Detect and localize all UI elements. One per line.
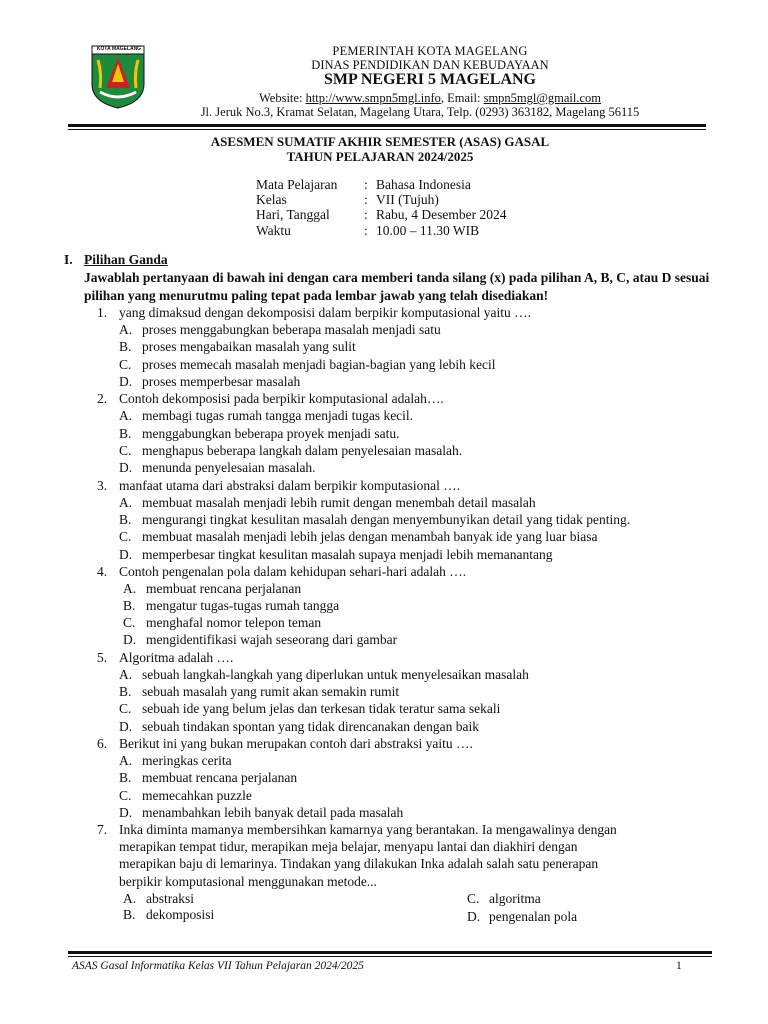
meta-row-date [256,207,506,222]
option-text: dekomposisi [146,907,215,922]
section-number: I. [64,252,73,267]
option-text: sebuah langkah-langkah yang diperlukan untuk menyelesaikan masalah [142,667,529,682]
footer-divider [68,951,712,954]
option-label: C. [119,443,132,458]
question-number: 1. [97,305,108,320]
option-text: pengenalan pola [489,909,578,924]
option-text: sebuah tindakan spontan yang tidak direncanakan dengan baik [142,719,480,734]
question-text-line: berpikir komputasional menggunakan metode... [119,874,377,889]
option-text: mengurangi tingkat kesulitan masalah dengan menyembunyikan detail yang tidak penting. [142,512,631,527]
question-text: Contoh dekomposisi pada berpikir komputasional adalah…. [119,391,444,406]
option-label: C. [467,891,480,906]
email-label: , Email: [440,91,484,105]
question-text: Algoritma adalah …. [119,650,234,665]
option-label: A. [123,891,137,906]
option-text: mengatur tugas-tugas rumah tangga [146,598,340,613]
option-label: A. [119,753,133,768]
section-instruction: Jawablah pertanyaan di bawah ini dengan cara memberi tanda silang (x) pada pilihan A, B, C, atau D sesuai pilihan yang menurutmu paling tepat pada lembar jawab yang telah disediakan! [84,270,710,303]
option-text: membuat rencana perjalanan [146,581,302,596]
option-label: A. [119,408,133,423]
option-label: B. [119,339,132,354]
option-label: D. [123,632,137,647]
option-label: A. [119,667,133,682]
option-text: sebuah ide yang belum jelas dan terkesan tidak teratur sama sekali [142,701,501,716]
option-text: algoritma [489,891,541,906]
option-text: abstraksi [146,891,194,906]
exam-title: ASESMEN SUMATIF AKHIR SEMESTER (ASAS) GASAL [210,134,550,149]
meta-row-subject [256,177,506,192]
option-text: proses memecah masalah menjadi bagian-bagian yang lebih kecil [142,357,496,372]
option-text: meringkas cerita [142,753,232,768]
meta-value: VII (Tujuh) [376,192,439,208]
option-text: membuat masalah menjadi lebih rumit dengan menembah detail masalah [142,495,536,510]
header-contact [150,91,710,106]
question-text: manfaat utama dari abstraksi dalam berpikir komputasional …. [119,478,461,493]
header-government: PEMERINTAH KOTA MAGELANG [332,44,528,58]
page-number: 1 [676,960,682,972]
meta-colon: : [364,177,368,192]
school-logo-crest [88,44,148,110]
meta-value: Bahasa Indonesia [376,177,471,192]
option-label: D. [467,909,481,924]
option-label: B. [119,426,132,441]
question-number: 3. [97,478,108,493]
option-text: menunda penyelesaian masalah. [142,460,316,475]
section-title: Pilihan Ganda [84,252,168,267]
option-label: B. [119,684,132,699]
option-label: A. [119,322,133,337]
option-text: menghapus beberapa langkah dalam penyelesaian masalah. [142,443,463,458]
option-label: D. [119,547,133,562]
meta-value: Rabu, 4 Desember 2024 [376,207,507,223]
website-label: Website: [259,91,306,105]
option-text: menghafal nomor telepon teman [146,615,322,630]
logo-text: KOTA MAGELANG [96,46,142,52]
option-label: C. [119,357,132,372]
option-text: memperbesar tingkat kesulitan masalah supaya menjadi lebih memanantang [142,547,553,562]
header-address: Jl. Jeruk No.3, Kramat Selatan, Magelang Utara, Telp. (0293) 363182, Magelang 56115 [200,105,640,119]
header-department: DINAS PENDIDIKAN DAN KEBUDAYAAN [311,58,549,72]
meta-colon: : [364,222,368,238]
option-text: mengidentifikasi wajah seseorang dari gambar [146,632,398,647]
question-text: yang dimaksud dengan dekomposisi dalam berpikir komputasional yaitu …. [119,305,532,320]
question-text: Berikut ini yang bukan merupakan contoh dari abstraksi yaitu …. [119,736,473,751]
option-text: proses memperbesar masalah [142,374,301,389]
question-number: 7. [97,822,108,837]
option-label: B. [119,770,132,785]
meta-colon: : [364,207,368,223]
option-label: C. [119,701,132,716]
option-label: D. [119,374,133,389]
option-label: B. [123,598,136,613]
crest-icon [88,44,148,110]
meta-value: 10.00 – 11.30 WIB [376,222,480,238]
option-label: D. [119,719,133,734]
option-text: membuat masalah menjadi lebih jelas dengan menambah banyak ide yang luar biasa [142,529,598,544]
website-link[interactable]: http://www.smpn5mgl.info [305,91,441,105]
question-text-line: Inka diminta mamanya membersihkan kamarnya yang berantakan. Ia mengawalinya dengan [119,822,617,837]
question-number: 2. [97,391,108,406]
option-text: proses mengabaikan masalah yang sulit [142,339,356,354]
meta-key: Kelas [256,192,287,208]
question-text-line: merapikan baju di lemarinya. Tindakan yang dilakukan Inka adalah salah satu penerapan [119,856,599,871]
exam-year: TAHUN PELAJARAN 2024/2025 [286,149,474,164]
option-label: B. [119,512,132,527]
option-label: C. [119,788,132,803]
meta-row-class [256,192,506,207]
option-text: proses menggabungkan beberapa masalah menjadi satu [142,322,441,337]
header-divider [68,124,706,127]
option-text: menambahkan lebih banyak detail pada masalah [142,805,404,820]
option-label: B. [123,907,136,922]
option-label: A. [123,581,137,596]
meta-row-time [256,223,506,238]
option-label: A. [119,495,133,510]
option-text: membuat rencana perjalanan [142,770,298,785]
option-text: sebuah masalah yang rumit akan semakin rumit [142,684,400,699]
option-label: D. [119,460,133,475]
meta-key: Waktu [256,222,291,238]
option-label: C. [119,529,132,544]
email-link[interactable]: smpn5mgl@gmail.com [483,91,601,105]
question-number: 5. [97,650,108,665]
question-number: 4. [97,564,108,579]
header-school-name: SMP NEGERI 5 MAGELANG [323,71,536,88]
option-text: membagi tugas rumah tangga menjadi tugas kecil. [142,408,414,423]
meta-key: Hari, Tanggal [256,207,330,223]
footer-title: ASAS Gasal Informatika Kelas VII Tahun Pelajaran 2024/2025 [72,960,364,972]
meta-colon: : [364,192,368,208]
header-divider-thin [68,129,706,130]
option-text: memecahkan puzzle [142,788,252,803]
option-text: menggabungkan beberapa proyek menjadi satu. [142,426,400,441]
option-label: D. [119,805,133,820]
question-text-line: merapikan tempat tidur, merapikan meja belajar, menyapu lantai dan diakhiri dengan [119,839,578,854]
question-number: 6. [97,736,108,751]
meta-key: Mata Pelajaran [256,177,338,192]
question-text: Contoh pengenalan pola dalam kehidupan sehari-hari adalah …. [119,564,467,579]
option-label: C. [123,615,136,630]
exam-meta [256,177,506,238]
footer-divider-thin [68,956,712,957]
